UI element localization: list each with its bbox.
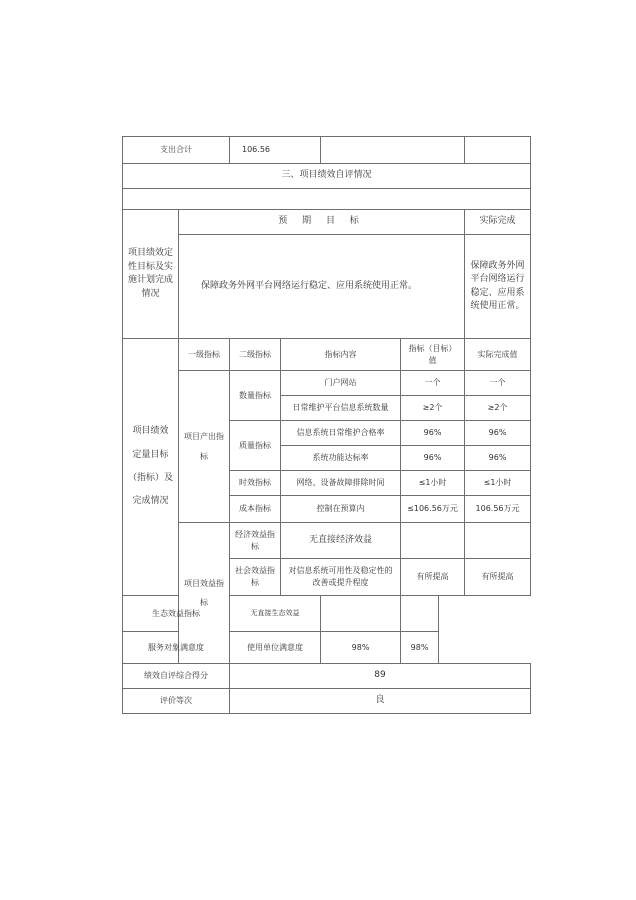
table-row (123, 371, 531, 396)
performance-table (122, 136, 531, 714)
economic-target (401, 523, 465, 559)
cost-content: 控制在预算内 (281, 496, 401, 523)
satisfaction-actual: 98% (401, 632, 439, 664)
score-row (123, 664, 531, 689)
social-indicator-label: 社会效益指标 (230, 559, 281, 596)
quantity-target-2: ≥2个 (401, 396, 465, 421)
social-content: 对信息系统可用性及稳定性的改善或提升程度 (281, 559, 401, 596)
score-label: 绩效自评综合得分 (123, 664, 230, 689)
quality-content-2: 系统功能达标率 (281, 446, 401, 471)
economic-indicator-label: 经济效益指标 (230, 523, 281, 559)
quantity-actual-2: ≥2个 (465, 396, 531, 421)
expense-row (123, 137, 531, 164)
economic-actual (465, 523, 531, 559)
quality-target-2: 96% (401, 446, 465, 471)
header-level1: 一级指标 (179, 339, 230, 371)
ecological-content: 无直接生态效益 (230, 596, 321, 632)
grade-label: 评价等次 (123, 689, 230, 714)
header-level2: 二级指标 (230, 339, 281, 371)
satisfaction-content: 使用单位满意度 (230, 632, 321, 664)
quality-indicator-label: 质量指标 (230, 421, 281, 471)
grade-value: 良 (230, 689, 531, 714)
timeliness-content: 网络、设备故障排除时间 (281, 471, 401, 496)
quality-content-1: 信息系统日常维护合格率 (281, 421, 401, 446)
quantity-actual-1: 一个 (465, 371, 531, 396)
timeliness-indicator-label: 时效指标 (230, 471, 281, 496)
expense-blank-2 (465, 137, 531, 164)
quality-actual-1: 96% (465, 421, 531, 446)
qualitative-label: 项目绩效定性目标及实施计划完成情况 (123, 210, 179, 339)
expected-goal-header: 预 期 目 标 (179, 210, 465, 235)
quantity-indicator-label: 数量指标 (230, 371, 281, 421)
cost-actual: 106.56万元 (465, 496, 531, 523)
quality-target-1: 96% (401, 421, 465, 446)
quantitative-label-line-2: 定量目标 (132, 449, 169, 460)
score-value: 89 (230, 664, 531, 689)
header-actual: 实际完成值 (465, 339, 531, 371)
table-row (123, 632, 531, 664)
table-row (123, 596, 531, 632)
blank-row (123, 189, 531, 210)
ecological-target (321, 596, 401, 632)
social-target: 有所提高 (401, 559, 465, 596)
quantity-target-1: 一个 (401, 371, 465, 396)
ecological-actual (401, 596, 439, 632)
output-indicator-label: 项目产出指标 (179, 371, 230, 523)
satisfaction-target: 98% (321, 632, 401, 664)
header-target: 指标（目标）值 (401, 339, 465, 371)
economic-content: 无直接经济效益 (281, 523, 401, 559)
section-title: 三、项目绩效自评情况 (123, 164, 531, 189)
header-content: 指标内容 (281, 339, 401, 371)
quantity-content-1: 门户网站 (281, 371, 401, 396)
expected-goal-text: 保障政务外网平台网络运行稳定、应用系统使用正常。 (179, 235, 465, 339)
social-actual: 有所提高 (465, 559, 531, 596)
ecological-indicator-label: 生态效益指标 (123, 596, 230, 632)
cost-indicator-label: 成本指标 (230, 496, 281, 523)
quantitative-label-line-1: 项目绩效 (132, 426, 169, 437)
quality-actual-2: 96% (465, 446, 531, 471)
quantity-content-2: 日常维护平台信息系统数量 (281, 396, 401, 421)
timeliness-target: ≤1小时 (401, 471, 465, 496)
expense-label: 支出合计 (123, 137, 230, 164)
expense-value: 106.56 (230, 137, 321, 164)
grade-row (123, 689, 531, 714)
actual-completion-text: 保障政务外网平台网络运行稳定、应用系统使用正常。 (465, 235, 531, 339)
satisfaction-indicator-label: 服务对象满意度 (123, 632, 230, 664)
cost-target: ≤106.56万元 (401, 496, 465, 523)
actual-completion-header: 实际完成 (465, 210, 531, 235)
quantitative-label-line-3: （指标）及 (127, 473, 173, 483)
benefit-indicator-label: 项目效益指标 (179, 523, 230, 664)
quantitative-label-line-4: 完成情况 (132, 496, 169, 507)
table-row (123, 523, 531, 559)
timeliness-actual: ≤1小时 (465, 471, 531, 496)
expense-blank-1 (321, 137, 465, 164)
quantitative-label (123, 339, 179, 596)
